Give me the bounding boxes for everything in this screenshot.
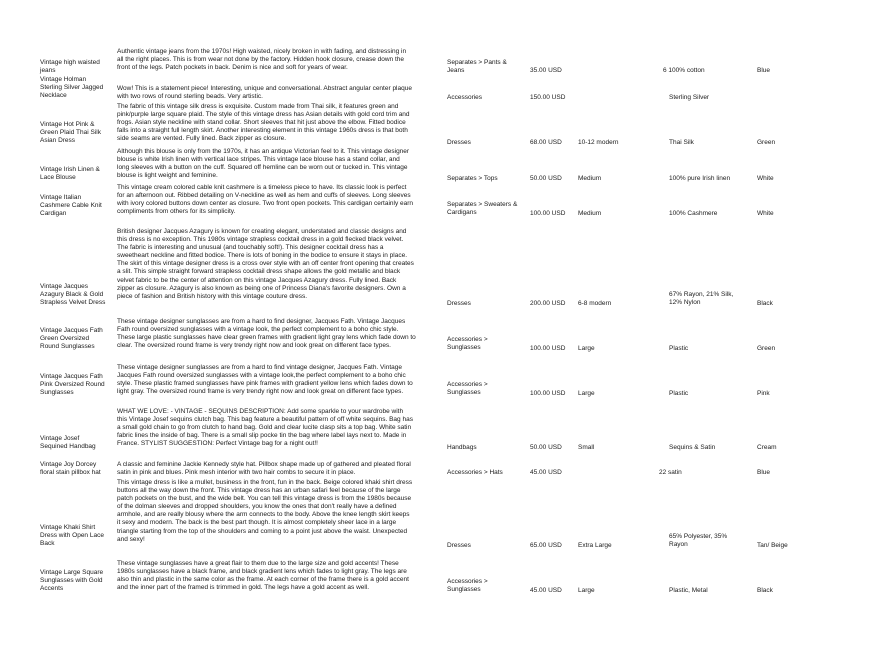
category-cell: Dresses [447, 542, 471, 549]
price-cell: 45.00 USD [530, 469, 562, 476]
material-cell: 6 100% cotton [663, 67, 705, 74]
material-cell: 100% pure Irish linen [669, 175, 731, 182]
size-cell: 6-8 modern [578, 300, 612, 307]
category-cell: Accessories > Sunglasses [447, 381, 488, 397]
color-cell: Black [757, 300, 773, 307]
price-cell: 100.00 USD [530, 345, 566, 352]
size-cell: Medium [578, 210, 602, 217]
material-cell: 22 satin [659, 469, 682, 476]
description-cell: These vintage designer sunglasses are from a hard to find vintage designer, Jacques Fath. Vintage Jacques Fath round oversized sunglasses with a vintage look,the perfect complement to a boho chic style. These plastic framed sunglasses have pink frames with gradient yellow lens which fades down to light gray. The oversized round frame is very trendy right now and look great on different face types. [117, 364, 413, 396]
color-cell: White [757, 175, 774, 182]
category-cell: Dresses [447, 139, 471, 146]
size-cell: Extra Large [578, 542, 612, 549]
price-cell: 200.00 USD [530, 300, 566, 307]
product-name-cell: Vintage Josef Sequined Handbag [40, 435, 96, 451]
category-cell: Dresses [447, 300, 471, 307]
material-cell: Thai Silk [669, 139, 694, 146]
price-cell: 65.00 USD [530, 542, 562, 549]
color-cell: Black [757, 587, 773, 594]
description-cell: These vintage sunglasses have a great flair to them due to the large size and gold accents! These 1980s sunglasses have a black frame, and black gradient lens which fades to light gray. The legs are also thin and plastic in the same color as the frame. At each corner of the frame there is a gold accent and the inner part of the framed is trimmed in gold. The legs have a gold accent as well. [117, 560, 409, 592]
material-cell: Plastic [669, 345, 689, 352]
price-cell: 45.00 USD [530, 587, 562, 594]
product-name-cell: Vintage Irish Linen & Lace Blouse [40, 166, 100, 182]
description-cell: British designer Jacques Azagury is known for creating elegant, understated and classic designs and this dress is no exception. This 1980s vintage strapless cocktail dress in a gold flecked black velvet. The fabric is interesting and unusual (and touchably soft!). This designer cocktail dress has a sweetheart neckline and fitted bodice. There is lots of boning in the bodice to ensure it stays in place. The skirt of this vintage designer dress is a cross over style with an off center front opening that creates a slit. This simple straight forward strapless cocktail dress shape allows the gold metallic and black velvet fabric to be the center of attention on this vintage Jacques Azagury dress. Fully lined. Back zipper as closure. Azagury is also known as being one of Princess Diana's favorite designers. Own a piece of fashion and British history with this vintage couture dress. [117, 228, 414, 300]
product-name-cell: Vintage Large Square Sunglasses with Gold Accents [40, 569, 104, 593]
price-cell: 100.00 USD [530, 210, 566, 217]
size-cell: Large [578, 345, 595, 352]
price-cell: 68.00 USD [530, 139, 562, 146]
description-cell: This vintage dress is like a mullet, business in the front, fun in the back. Beige colored khaki shirt dress buttons all the way down the front. This vintage dress has an urban safari feel because of the large patch pockets on the bust, and the wide belt. You can tell this vintage dress is from the 1980s because of the dolman sleeves and dropped shoulders, you know the ones that don't really have a defined armhole, and are really blousy where the arm connects to the body. Above the knee length skirt keeps it sexy and modern. The back is the best part though. It is almost completely sheer lace in a large triangle starting from the top of the shoulders and coming to a point just above the waist. Unexpected and sexy! [117, 479, 413, 543]
category-cell: Separates > Tops [447, 175, 498, 182]
color-cell: Tan/ Beige [757, 542, 788, 549]
product-name-cell: Vintage Khaki Shirt Dress with Open Lace Back [40, 524, 104, 548]
size-cell: Large [578, 587, 595, 594]
category-cell: Accessories > Hats [447, 469, 503, 476]
description-cell: Authentic vintage jeans from the 1970s! High waisted, nicely broken in with fading, and distressing in all the right places. This is from wear not done by the factory. Hidden hook closure, crease down the front of the legs. Patch pockets in back. Denim is nice and soft for years of wear. [117, 48, 407, 72]
description-cell: Although this blouse is only from the 1970s, it has an antique Victorian feel to it. This vintage designer blouse is white Irish linen with vertical lace stripes. This vintage lace blouse has a stand collar, and long sleeves with a button on the cuff. Squared off hemline can be worn out or tucked in. This vintage blouse is light weight and feminine. [117, 148, 410, 180]
material-cell: Plastic [669, 390, 689, 397]
category-cell: Handbags [447, 444, 477, 451]
price-cell: 50.00 USD [530, 175, 562, 182]
color-cell: Pink [757, 390, 770, 397]
category-cell: Accessories [447, 94, 483, 101]
price-cell: 35.00 USD [530, 67, 562, 74]
category-cell: Separates > Sweaters & Cardigans [447, 201, 518, 217]
color-cell: Blue [757, 469, 771, 476]
color-cell: Green [757, 345, 776, 352]
product-name-cell: Vintage Holman Sterling Silver Jagged Necklace [40, 76, 104, 100]
description-cell: These vintage designer sunglasses are from a hard to find designer, Jacques Fath. Vintage Jacques Fath round oversized sunglasses with a vintage look, the perfect complement to a boho chic style. These large plastic sunglasses have clear green frames with gradient light gray lens which fade down to clear. The oversized round frame is very trendy right now and look great on different face types. [117, 318, 416, 350]
size-cell: Small [578, 444, 595, 451]
product-name-cell: Vintage Joy Dorcey floral stain pillbox hat [40, 461, 101, 477]
price-cell: 100.00 USD [530, 390, 566, 397]
category-cell: Separates > Pants & Jeans [447, 59, 507, 75]
color-cell: Green [757, 139, 776, 146]
description-cell: Wow! This is a statement piece! Interesting, unique and conversational. Abstract angular center plaque with two rows of round sterling beads. Very artistic. [117, 85, 412, 101]
description-cell: The fabric of this vintage silk dress is exquisite. Custom made from Thai silk, it features green and pink/purple large square plaid. The style of this vintage dress has Asian details with gold cord trim and frogs. Asian style neckline with stand collar. Short sleeves that hit just above the elbow. Fitted bodice falls into a straight full length skirt. Another interesting element in this vintage 1960s dress is that both side seams are vented. Fully lined. Back zipper as closure. [117, 103, 410, 143]
description-cell: A classic and feminine Jackie Kennedy style hat. Pillbox shape made up of gathered and pleated floral satin in pink and blues. Pink mesh interior with two hair combs to secure it in place. [117, 461, 411, 477]
size-cell: Large [578, 390, 595, 397]
material-cell: Sequins & Satin [669, 444, 716, 451]
description-cell: WHAT WE LOVE: - VINTAGE - SEQUINS DESCRIPTION: Add some sparkle to your wardrobe with this Vintage Josef sequins clutch bag. This bag feature a beautiful pattern of off white sequins. Bag has a small gold chain to go from clutch to hand bag. Gold and clear lucite clasp sits a top bag. White satin fabric lines the inside of bag. There is a small slip pocke tin the bag where label lays next to. Made in France. STYLIST SUGGESTION: Perfect Vintage bag for a night out!! [117, 408, 413, 448]
material-cell: 65% Polyester, 35% Rayon [669, 533, 728, 549]
material-cell: 67% Rayon, 21% Silk, 12% Nylon [669, 291, 734, 307]
product-name-cell: Vintage Jacques Fath Pink Oversized Round Sunglasses [40, 373, 105, 397]
material-cell: Plastic, Metal [669, 587, 708, 594]
color-cell: White [757, 210, 774, 217]
size-cell: Medium [578, 175, 602, 182]
product-name-cell: Vintage Jacques Azagury Black & Gold Strapless Velvet Dress [40, 283, 106, 307]
material-cell: Sterling Silver [669, 94, 710, 101]
product-name-cell: Vintage Hot Pink & Green Plaid Thai Silk Asian Dress [40, 121, 101, 145]
price-cell: 50.00 USD [530, 444, 562, 451]
product-name-cell: Vintage high waisted jeans [40, 59, 100, 75]
size-cell: 10-12 modern [578, 139, 619, 146]
product-name-cell: Vintage Italian Cashmere Cable Knit Cardigan [40, 194, 102, 218]
category-cell: Accessories > Sunglasses [447, 336, 488, 352]
color-cell: Blue [757, 67, 771, 74]
color-cell: Cream [757, 444, 777, 451]
description-cell: This vintage cream colored cable knit cashmere is a timeless piece to have. Its classic look is perfect for an afternoon out. Ribbed detailing on V-neckline as well as hem and cuffs of sleeves. Long sleeves with ivory colored buttons down center as closure. Two front open pockets. This cardigan certainly earn compliments from others for its simplicity. [117, 184, 414, 216]
product-name-cell: Vintage Jacques Fath Green Oversized Round Sunglasses [40, 327, 103, 351]
price-cell: 150.00 USD [530, 94, 566, 101]
material-cell: 100% Cashmere [669, 210, 718, 217]
category-cell: Accessories > Sunglasses [447, 578, 488, 594]
